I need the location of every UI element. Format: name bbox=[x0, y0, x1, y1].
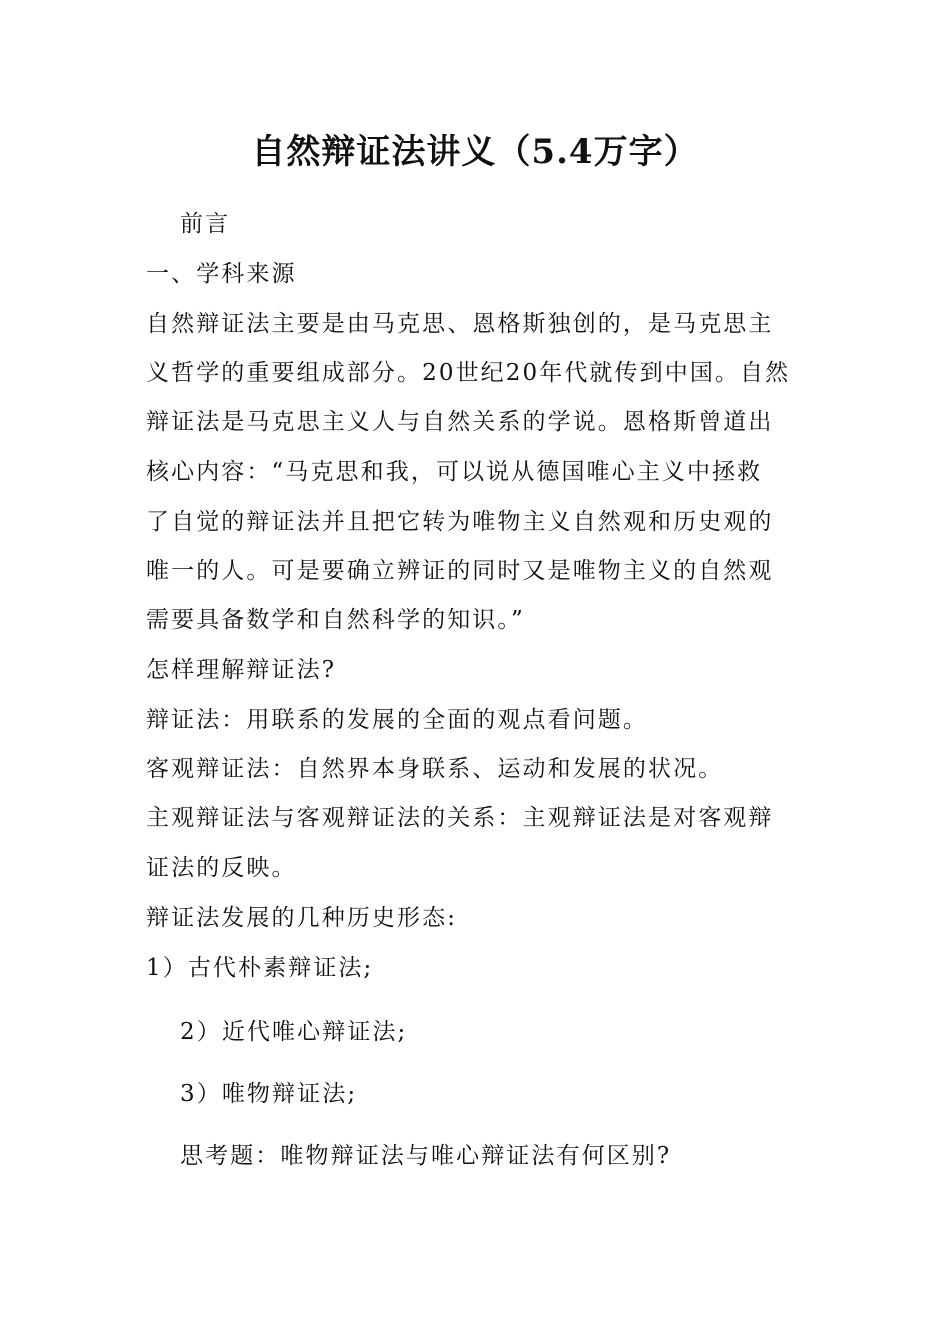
list-item: 3）唯物辩证法; bbox=[180, 1081, 358, 1107]
paragraph-line: 了自觉的辩证法并且把它转为唯物主义自然观和历史观的 bbox=[146, 509, 774, 535]
paragraph-line: 辩证法是马克思主义人与自然关系的学说。恩格斯曾道出 bbox=[146, 409, 774, 435]
definition-line: 证法的反映。 bbox=[146, 855, 297, 881]
paragraph-line: 核心内容：“马克思和我，可以说从德国唯心主义中拯救 bbox=[146, 459, 763, 485]
section-preface-heading: 前言 bbox=[180, 211, 231, 237]
section-heading: 一、学科来源 bbox=[146, 261, 297, 287]
paragraph-line: 义哲学的重要组成部分。20世纪20年代就传到中国。自然 bbox=[146, 360, 791, 386]
list-item: 1）古代朴素辩证法; bbox=[146, 955, 374, 981]
list-heading: 辩证法发展的几种历史形态: bbox=[146, 905, 458, 931]
paragraph-line: 自然辩证法主要是由马克思、恩格斯独创的，是马克思主 bbox=[146, 311, 774, 337]
question-line: 思考题：唯物辩证法与唯心辩证法有何区别? bbox=[180, 1143, 672, 1169]
document-title: 自然辩证法讲义（5.4万字） bbox=[251, 132, 699, 172]
paragraph-line: 需要具备数学和自然科学的知识。” bbox=[146, 607, 525, 633]
definition-line: 客观辩证法：自然界本身联系、运动和发展的状况。 bbox=[146, 756, 724, 782]
paragraph-line: 唯一的人。可是要确立辨证的同时又是唯物主义的自然观 bbox=[146, 558, 774, 584]
definition-line: 主观辩证法与客观辩证法的关系：主观辩证法是对客观辩 bbox=[146, 805, 774, 831]
definition-line: 辩证法：用联系的发展的全面的观点看问题。 bbox=[146, 707, 648, 733]
question-line: 怎样理解辩证法? bbox=[146, 657, 337, 683]
list-item: 2）近代唯心辩证法; bbox=[180, 1019, 408, 1045]
